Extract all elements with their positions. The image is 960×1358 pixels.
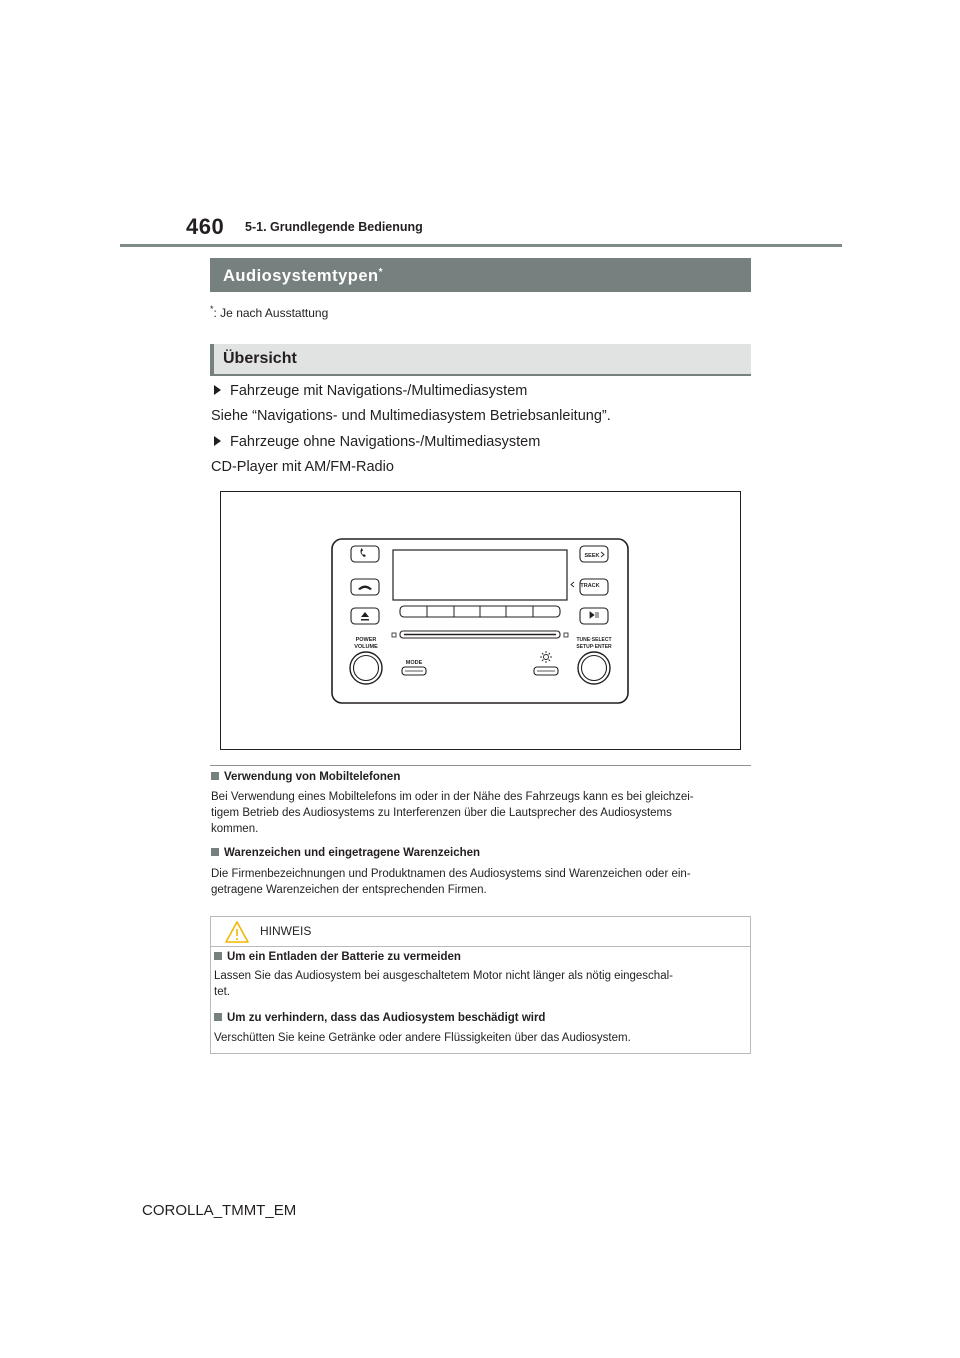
footnote [210, 304, 328, 320]
play-pause-button [580, 608, 608, 624]
hinweis-text-battery [214, 968, 744, 1000]
hinweis-line: Lassen Sie das Audiosystem bei ausgeschaltetem Motor nicht länger als nötig eingeschal- [214, 970, 673, 982]
page-title-text: Audiosystemtypen [223, 267, 379, 285]
tune-select-label: TUNE·SELECT [576, 637, 612, 643]
triangle-bullet-icon [214, 385, 221, 395]
square-bullet-icon [214, 952, 222, 960]
note-heading-mobile [211, 771, 400, 783]
note-line: Bei Verwendung eines Mobiltelefons im oder in der Nähe des Fahrzeugs kann es bei gleichzei- [211, 791, 694, 803]
power-volume-knob [350, 652, 382, 684]
bullet-text: Fahrzeuge mit Navigations-/Multimediasystem [230, 383, 528, 399]
note-line: Die Firmenbezeichnungen und Produktnamen des Audiosystems sind Warenzeichen oder ein- [211, 868, 691, 880]
note-heading-text: Verwendung von Mobiltelefonen [224, 771, 401, 783]
mode-label: MODE [405, 660, 423, 666]
page-title [210, 258, 751, 292]
hinweis-heading-text: Um ein Entladen der Batterie zu vermeiden [227, 951, 461, 963]
bullet-with-navigation [214, 383, 527, 399]
title-footnote-marker: * [378, 267, 384, 278]
note-line: kommen. [211, 823, 259, 835]
body-text-cd-player: CD-Player mit AM/FM-Radio [211, 459, 394, 475]
setup-enter-label: SETUP·ENTER [576, 644, 612, 650]
warning-triangle-icon [224, 920, 250, 944]
hinweis-heading-damage [214, 1012, 545, 1024]
triangle-bullet-icon [214, 436, 221, 446]
note-line: tigem Betrieb des Audiosystems zu Interferenzen über die Lautsprecher des Audiosystems [211, 807, 672, 819]
header-divider [120, 244, 842, 247]
note-text-mobile [211, 789, 756, 837]
tune-select-knob [578, 652, 610, 684]
hinweis-label: HINWEIS [260, 924, 312, 938]
square-bullet-icon [214, 1013, 222, 1021]
footnote-marker: * [210, 304, 214, 314]
overview-heading: Übersicht [210, 344, 751, 376]
track-label: TRACK [580, 583, 600, 589]
note-heading-text: Warenzeichen und eingetragene Warenzeichen [224, 847, 481, 859]
hinweis-line: Verschütten Sie keine Getränke oder andere Flüssigkeiten über das Audiosystem. [214, 1032, 631, 1044]
hinweis-heading-battery [214, 951, 461, 963]
volume-label: VOLUME [354, 644, 378, 650]
power-label: POWER [355, 637, 377, 643]
hinweis-heading-text: Um zu verhindern, dass das Audiosystem beschädigt wird [227, 1012, 546, 1024]
bullet-text: Fahrzeuge ohne Navigations-/Multimediasystem [230, 434, 541, 450]
square-bullet-icon [211, 772, 219, 780]
note-heading-trademarks [211, 847, 480, 859]
hinweis-text-damage [214, 1030, 744, 1046]
bullet-without-navigation [214, 434, 540, 450]
section-label: 5-1. Grundlegende Bedienung [245, 220, 423, 234]
body-text-navigation: Siehe “Navigations- und Multimediasystem Betriebsanleitung”. [211, 408, 611, 424]
seek-label: SEEK [584, 553, 600, 559]
notes-divider [210, 765, 751, 766]
note-text-trademarks [211, 866, 756, 898]
footnote-text: : Je nach Ausstattung [213, 306, 329, 320]
phone-button [351, 546, 379, 562]
note-line: getragene Warenzeichen der entsprechenden Firmen. [211, 884, 487, 896]
radio-display [393, 550, 567, 600]
cd-radio-illustration [330, 537, 630, 705]
page-number: 460 [186, 214, 225, 239]
square-bullet-icon [211, 848, 219, 856]
hinweis-line: tet. [214, 986, 230, 998]
hinweis-divider [211, 946, 750, 947]
document-code: COROLLA_TMMT_EM [142, 1202, 297, 1219]
